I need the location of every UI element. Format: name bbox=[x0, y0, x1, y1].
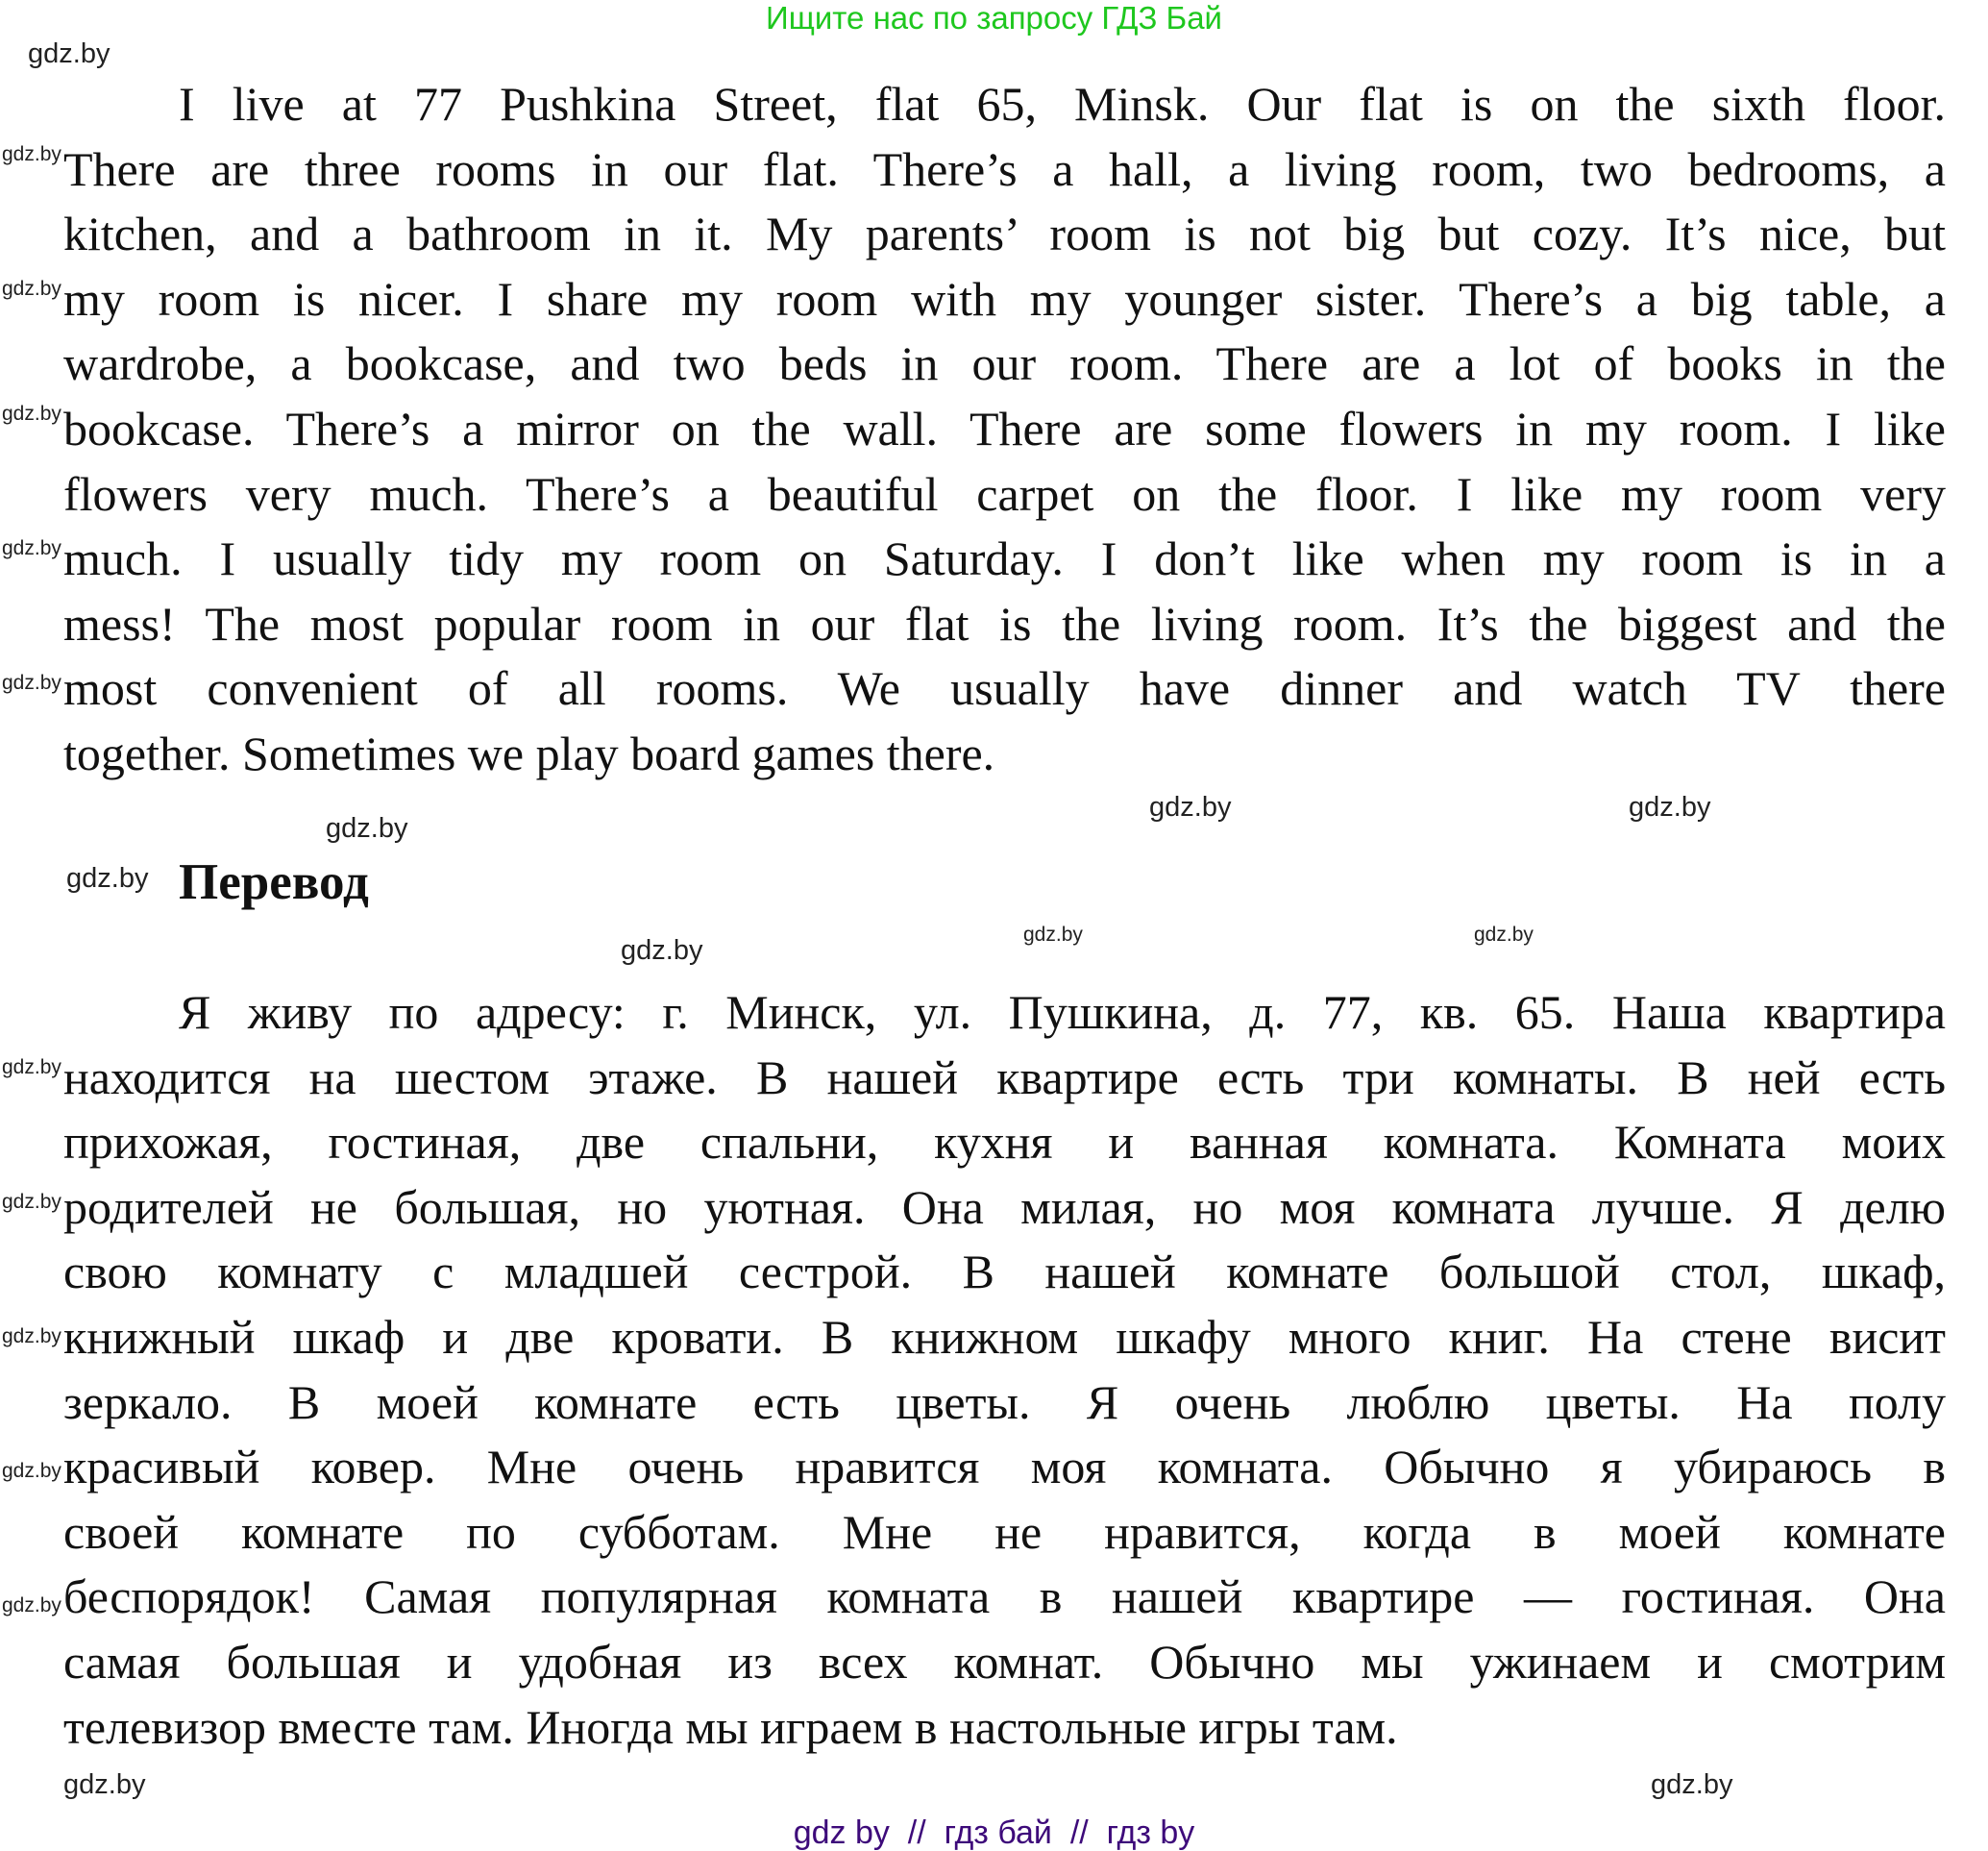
text-line: most convenient of all rooms. We usually have dinner and watch TV there bbox=[63, 661, 1946, 716]
english-text bbox=[63, 72, 1946, 787]
text-line: книжный шкаф и две кровати. В книжном шкафу много книг. На стене висит bbox=[63, 1309, 1946, 1364]
text-line: беспорядок! Самая популярная комната в нашей квартире — гостиная. Она bbox=[63, 1569, 1946, 1624]
text-line: mess! The most popular room in our flat is the living room. It’s the biggest and the bbox=[63, 596, 1946, 651]
watermark: gdz.by bbox=[1651, 1769, 1733, 1800]
text-line: my room is nicer. I share my room with my younger sister. There’s a big table, a bbox=[63, 271, 1946, 326]
text-line: I live at 77 Pushkina Street, flat 65, Minsk. Our flat is on the sixth floor. bbox=[179, 77, 1946, 131]
text-line: телевизор вместе там. Иногда мы играем в настольные игры там. bbox=[63, 1699, 1398, 1754]
text-line: красивый ковер. Мне очень нравится моя комната. Обычно я убираюсь в bbox=[63, 1440, 1946, 1494]
translation-text bbox=[63, 980, 1946, 1760]
text-line: much. I usually tidy my room on Saturday. I don’t like when my room is in a bbox=[63, 531, 1946, 586]
watermark: gdz.by bbox=[1474, 924, 1534, 946]
watermark: gdz.by bbox=[2, 1191, 61, 1213]
text-line: самая большая и удобная из всех комнат. Обычно мы ужинаем и смотрим bbox=[63, 1634, 1946, 1689]
watermark: gdz.by bbox=[28, 38, 110, 69]
text-line: There are three rooms in our flat. There’s a hall, a living room, two bedrooms, a bbox=[63, 141, 1946, 196]
watermark: gdz.by bbox=[66, 863, 149, 894]
watermark: gdz.by bbox=[621, 935, 703, 966]
text-line: Я живу по адресу: г. Минск, ул. Пушкина, д. 77, кв. 65. Наша квартира bbox=[179, 985, 1946, 1039]
watermark: gdz.by bbox=[1629, 792, 1711, 823]
watermark: gdz.by bbox=[1023, 924, 1083, 946]
text-line: зеркало. В моей комнате есть цветы. Я очень люблю цветы. На полу bbox=[63, 1374, 1946, 1429]
text-line: родителей не большая, но уютная. Она милая, но моя комната лучше. Я делю bbox=[63, 1179, 1946, 1234]
text-line: kitchen, and a bathroom in it. My parents’ room is not big but cozy. It’s nice, but bbox=[63, 207, 1946, 261]
watermark: gdz.by bbox=[2, 278, 61, 300]
text-line: together. Sometimes we play board games there. bbox=[63, 726, 995, 780]
footer-links: gdz by // гдз бай // гдз by bbox=[793, 1814, 1195, 1851]
watermark: gdz.by bbox=[2, 537, 61, 559]
text-line: flowers very much. There’s a beautiful carpet on the floor. I like my room very bbox=[63, 466, 1946, 521]
text-line: bookcase. There’s a mirror on the wall. There are some flowers in my room. I like bbox=[63, 401, 1946, 456]
text-line: свою комнату с младшей сестрой. В нашей комнате большой стол, шкаф, bbox=[63, 1245, 1946, 1299]
text-line: прихожая, гостиная, две спальни, кухня и ванная комната. Комната моих bbox=[63, 1115, 1946, 1170]
watermark: gdz.by bbox=[2, 1056, 61, 1078]
watermark: gdz.by bbox=[326, 813, 408, 844]
text-line: своей комнате по субботам. Мне не нравится, когда в моей комнате bbox=[63, 1504, 1946, 1559]
text-line: wardrobe, a bookcase, and two beds in our room. There are a lot of books in the bbox=[63, 336, 1946, 391]
watermark: gdz.by bbox=[2, 1460, 61, 1482]
watermark: gdz.by bbox=[63, 1769, 146, 1800]
watermark: gdz.by bbox=[2, 403, 61, 425]
watermark: gdz.by bbox=[2, 1325, 61, 1347]
translation-heading: Перевод bbox=[179, 854, 369, 910]
text-line: находится на шестом этаже. В нашей квартире есть три комнаты. В ней есть bbox=[63, 1049, 1946, 1104]
watermark: gdz.by bbox=[2, 1594, 61, 1617]
promo-header: Ищите нас по запросу ГДЗ Бай bbox=[766, 0, 1222, 36]
watermark: gdz.by bbox=[2, 143, 61, 165]
watermark: gdz.by bbox=[1149, 792, 1232, 823]
watermark: gdz.by bbox=[2, 672, 61, 694]
